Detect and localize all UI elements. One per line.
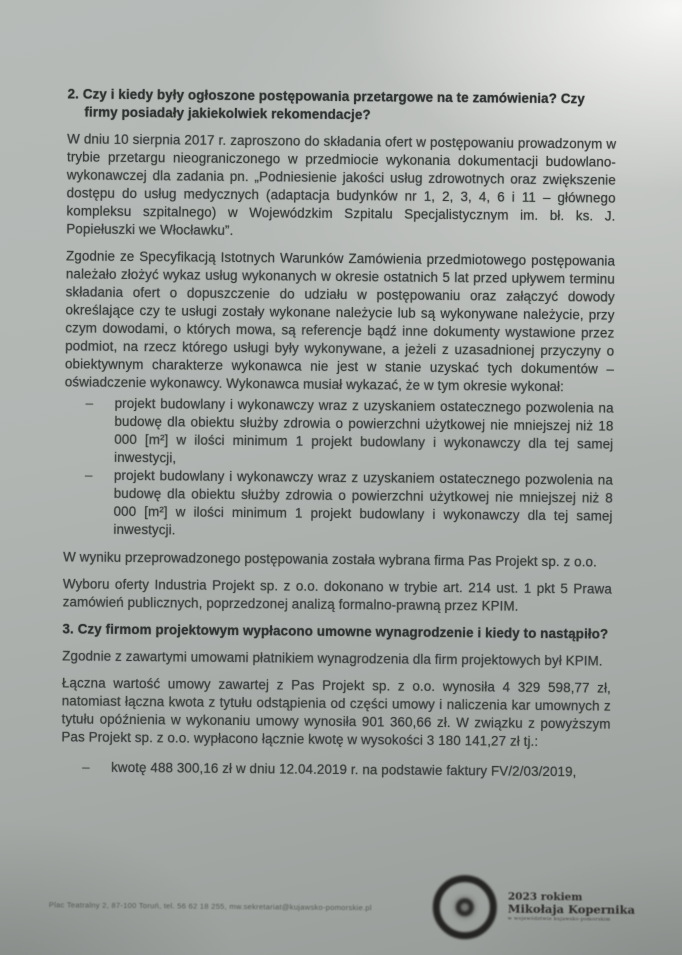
logo-caption [508,892,636,923]
logo-inner-ring-icon [456,898,474,916]
logo-caption-line3: w województwie kujawsko-pomorskim [507,916,611,923]
dash-marker: – [85,395,94,411]
requirement-item-1 [64,394,614,471]
paragraph-siwz-requirements: Zgodnie ze Specyfikacją Istotnych Warunków Zamówienia przedmiotowego postępowania należało złożyć wykaz usług wykonanych w okresie ostatnich 5 lat przed upływem terminu składania ofert o dopuszczenie do udziału w postępowaniu oraz załączyć dowody określające czy te usługi zostały wykonane należycie lub są wykonywane należycie, przy czym dowodami, o których mowa, są referencje bądź inne dokumenty wystawione przez podmiot, na rzecz którego usługi były wykonywane, a jeżeli z uzasadnionej przyczyny o obiektywnym charakterze wykonawca nie jest w stanie uzyskać tych dokumentów – oświadczenie wykonawcy. Wykonawca musiał wykazać, że w tym okresie wykonał: [64,248,616,395]
dash-marker: – [84,467,93,483]
paragraph-contract-value: Łączna wartość umowy zawartej z Pas Projekt sp. z o.o. wynosiła 4 329 598,77 zł, natomiast łączna kwota z tytułu odstąpienia od części umowy i naliczenia kar umownych z tytułu opóźnienia w wykonaniu umowy wynosiła 901 360,66 zł. W związku z powyższym Pas Projekt sp. z o.o. wypłacono łącznie kwotę w wysokości 3 180 141,27 zł tj.: [61,675,611,749]
question-2-number: 2. [67,86,80,102]
payment-item-1-text: kwotę 488 300,16 zł w dniu 12.04.2019 r. na podstawie faktury FV/2/03/2019, [111,759,577,780]
paragraph-tender-announcement: W dniu 10 sierpnia 2017 r. zaproszono do składania ofert w postępowaniu prowadzonym w trybie przetargu nieograniczonego w przedmiocie wykonania dokumentacji budowlano-wykonawczej dla zadania pn. „Podniesienie jakości usług zdrowotnych oraz zwiększenie dostępu do usług medycznych (adaptacja budynków nr 1, 2, 3, 4, 6 i 11 – głównego kompleksu szpitalnego) w Wojewódzkim Szpitalu Specjalistycznym im. bł. ks. J. Popiełuszki we Włocławku”. [66,131,617,238]
paragraph-selection: Wyboru oferty Industria Projekt sp. z o.o. dokonano w trybie art. 214 ust. 1 pkt 5 Prawa zamówień publicznych, poprzedzonej analizą formalno-prawną przez KPIM. [62,576,612,614]
requirement-item-2 [63,466,613,543]
question-3-text: Czy firmom projektowym wypłacono umowne wynagrodzenie i kiedy to nastąpiło? [77,621,609,642]
paragraph-result: W wyniku przeprowadzonego postępowania została wybrana firma Pas Projekt sp. z o.o. [63,549,597,570]
logo-caption-line1: 2023 rokiem [507,890,583,904]
requirement-item-1-text: projekt budowlany i wykonawczy wraz z uzyskaniem ostatecznego pozwolenia na budowę dla obiektu służby zdrowia o powierzchni użytkowej nie mniejszej niż 18 000 [m²] w ilości minimum 1 projekt budowlany i wykonawczy dla tej samej inwestycji, [114,395,614,466]
question-2-text: Czy i kiedy były ogłoszone postępowania przetargowe na te zamówienia? Czy firmy posiadały jakiekolwiek rekomendacje? [82,86,585,123]
copernicus-anniversary-logo [433,875,498,940]
document-body [61,85,617,781]
question-3-number: 3. [62,621,74,637]
dash-marker: – [82,759,90,775]
logo-caption-line2: Mikołaja Kopernika [507,901,636,917]
requirement-item-2-text: projekt budowlany i wykonawczy wraz z uzyskaniem ostatecznego pozwolenia na budowę dla obiektu służby zdrowia o powierzchni użytkowej nie mniejszej niż 8 000 [m²] w ilości minimum 1 projekt budowlany i wykonawczy dla tej samej inwestycji. [113,467,613,538]
question-2-heading [67,85,616,126]
payment-item-1 [61,758,610,781]
paragraph-payer: Zgodnie z zawartymi umowami płatnikiem wynagrodzenia dla firm projektowych był KPIM. [62,648,603,669]
question-3-heading [62,620,611,643]
footer-address: Plac Teatralny 2, 87-100 Toruń, tel. 56 62 18 255, mw.sekretariat@kujawsko-pomorskie.pl [48,900,372,913]
